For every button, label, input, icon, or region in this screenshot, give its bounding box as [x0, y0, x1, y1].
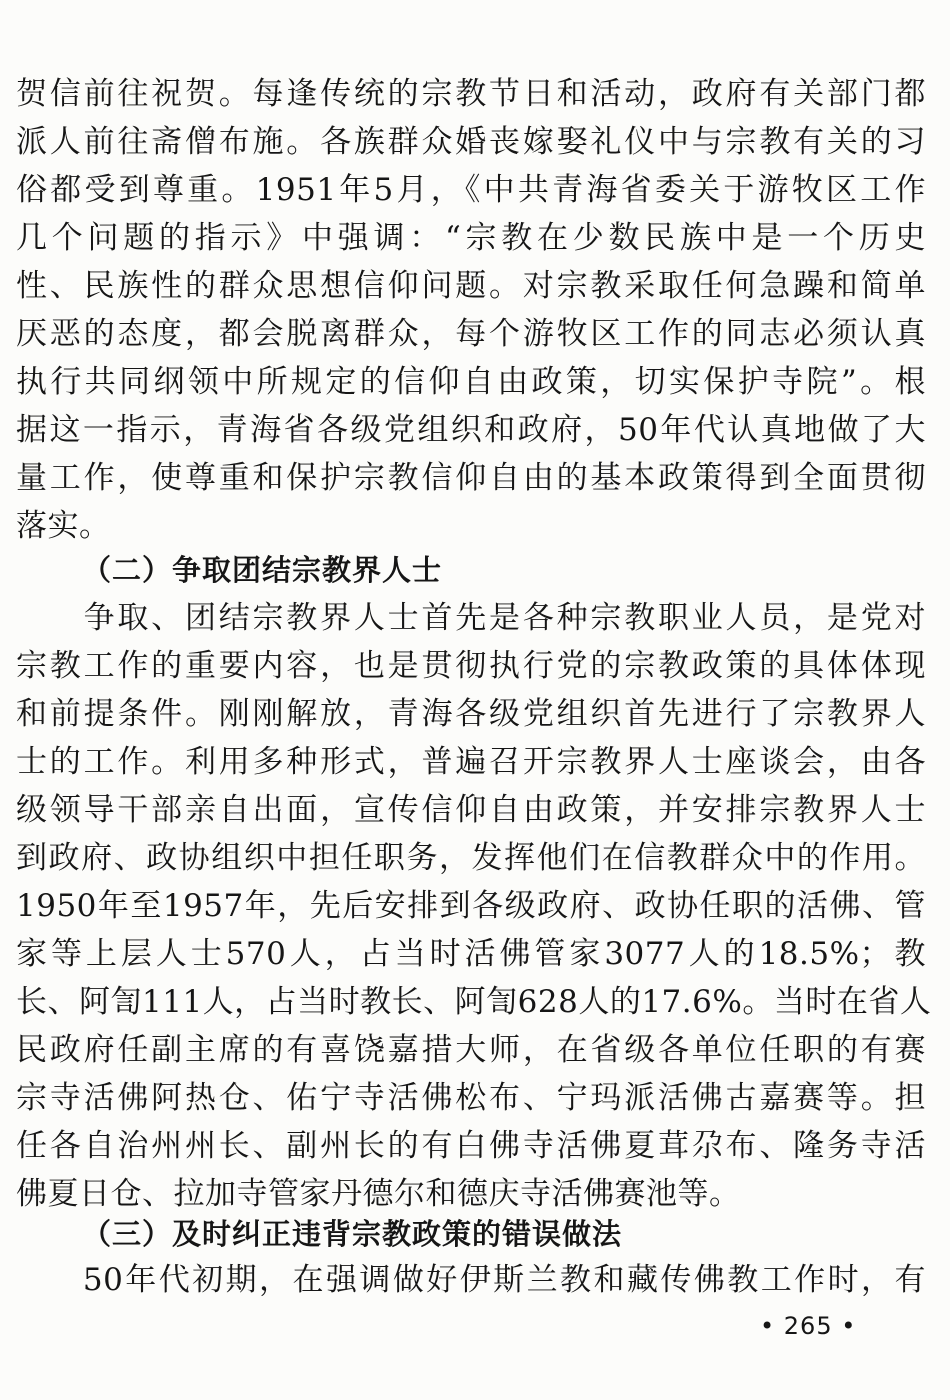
paragraph-intro — [16, 70, 926, 550]
text-line: 和前提条件。刚刚解放，青海各级党组织首先进行了宗教界人 — [16, 696, 926, 732]
text-line: 贺信前往祝贺。每逢传统的宗教节日和活动，政府有关部门都 — [16, 76, 926, 112]
text-line: 宗寺活佛阿热仓、佑宁寺活佛松布、宁玛派活佛古嘉赛等。担 — [16, 1080, 926, 1116]
text-line: 长、阿訇111人，占当时教长、阿訇628人的17.6%。当时在省人 — [16, 984, 932, 1020]
text-line: 任各自治州州长、副州长的有白佛寺活佛夏茸尕布、隆务寺活 — [16, 1128, 926, 1164]
section-heading-3: （三）及时纠正违背宗教政策的错误做法 — [82, 1217, 623, 1251]
text-line: 量工作，使尊重和保护宗教信仰自由的基本政策得到全面贯彻 — [16, 460, 926, 496]
text-line: 1950年至1957年，先后安排到各级政府、政协任职的活佛、管 — [16, 888, 926, 924]
text-line: 宗教工作的重要内容，也是贯彻执行党的宗教政策的具体体现 — [16, 648, 926, 684]
text-line: 士的工作。利用多种形式，普遍召开宗教界人士座谈会，由各 — [16, 744, 926, 780]
paragraph-section-2 — [16, 594, 932, 1218]
text-line: 派人前往斋僧布施。各族群众婚丧嫁娶礼仪中与宗教有关的习 — [16, 124, 926, 160]
text-line: 民政府任副主席的有喜饶嘉措大师，在省级各单位任职的有赛 — [16, 1032, 926, 1068]
text-line: 俗都受到尊重。1951年5月，《中共青海省委关于游牧区工作 — [16, 172, 926, 208]
text-line: 50年代初期，在强调做好伊斯兰教和藏传佛教工作时，有 — [16, 1262, 926, 1298]
page-number: • 265 • — [760, 1312, 857, 1340]
text-line: 厌恶的态度，都会脱离群众，每个游牧区工作的同志必须认真 — [16, 316, 926, 352]
text-line: 级领导干部亲自出面，宣传信仰自由政策，并安排宗教界人士 — [16, 792, 926, 828]
section-heading-2: （二）争取团结宗教界人士 — [82, 553, 443, 587]
text-line: 家等上层人士570人，占当时活佛管家3077人的18.5%；教 — [16, 936, 926, 972]
text-line: 几个问题的指示》中强调：“宗教在少数民族中是一个历史 — [16, 220, 926, 256]
text-line: 性、民族性的群众思想信仰问题。对宗教采取任何急躁和简单 — [16, 268, 926, 304]
text-line: 据这一指示，青海省各级党组织和政府，50年代认真地做了大 — [16, 412, 926, 448]
text-line: 到政府、政协组织中担任职务，发挥他们在信教群众中的作用。 — [16, 840, 926, 876]
text-line: 佛夏日仓、拉加寺管家丹德尔和德庆寺活佛赛池等。 — [16, 1176, 741, 1212]
paragraph-section-3 — [16, 1256, 926, 1304]
text-line: 争取、团结宗教界人士首先是各种宗教职业人员，是党对 — [16, 600, 926, 636]
text-line: 执行共同纲领中所规定的信仰自由政策，切实保护寺院”。根 — [16, 364, 926, 400]
text-line: 落实。 — [16, 508, 111, 544]
